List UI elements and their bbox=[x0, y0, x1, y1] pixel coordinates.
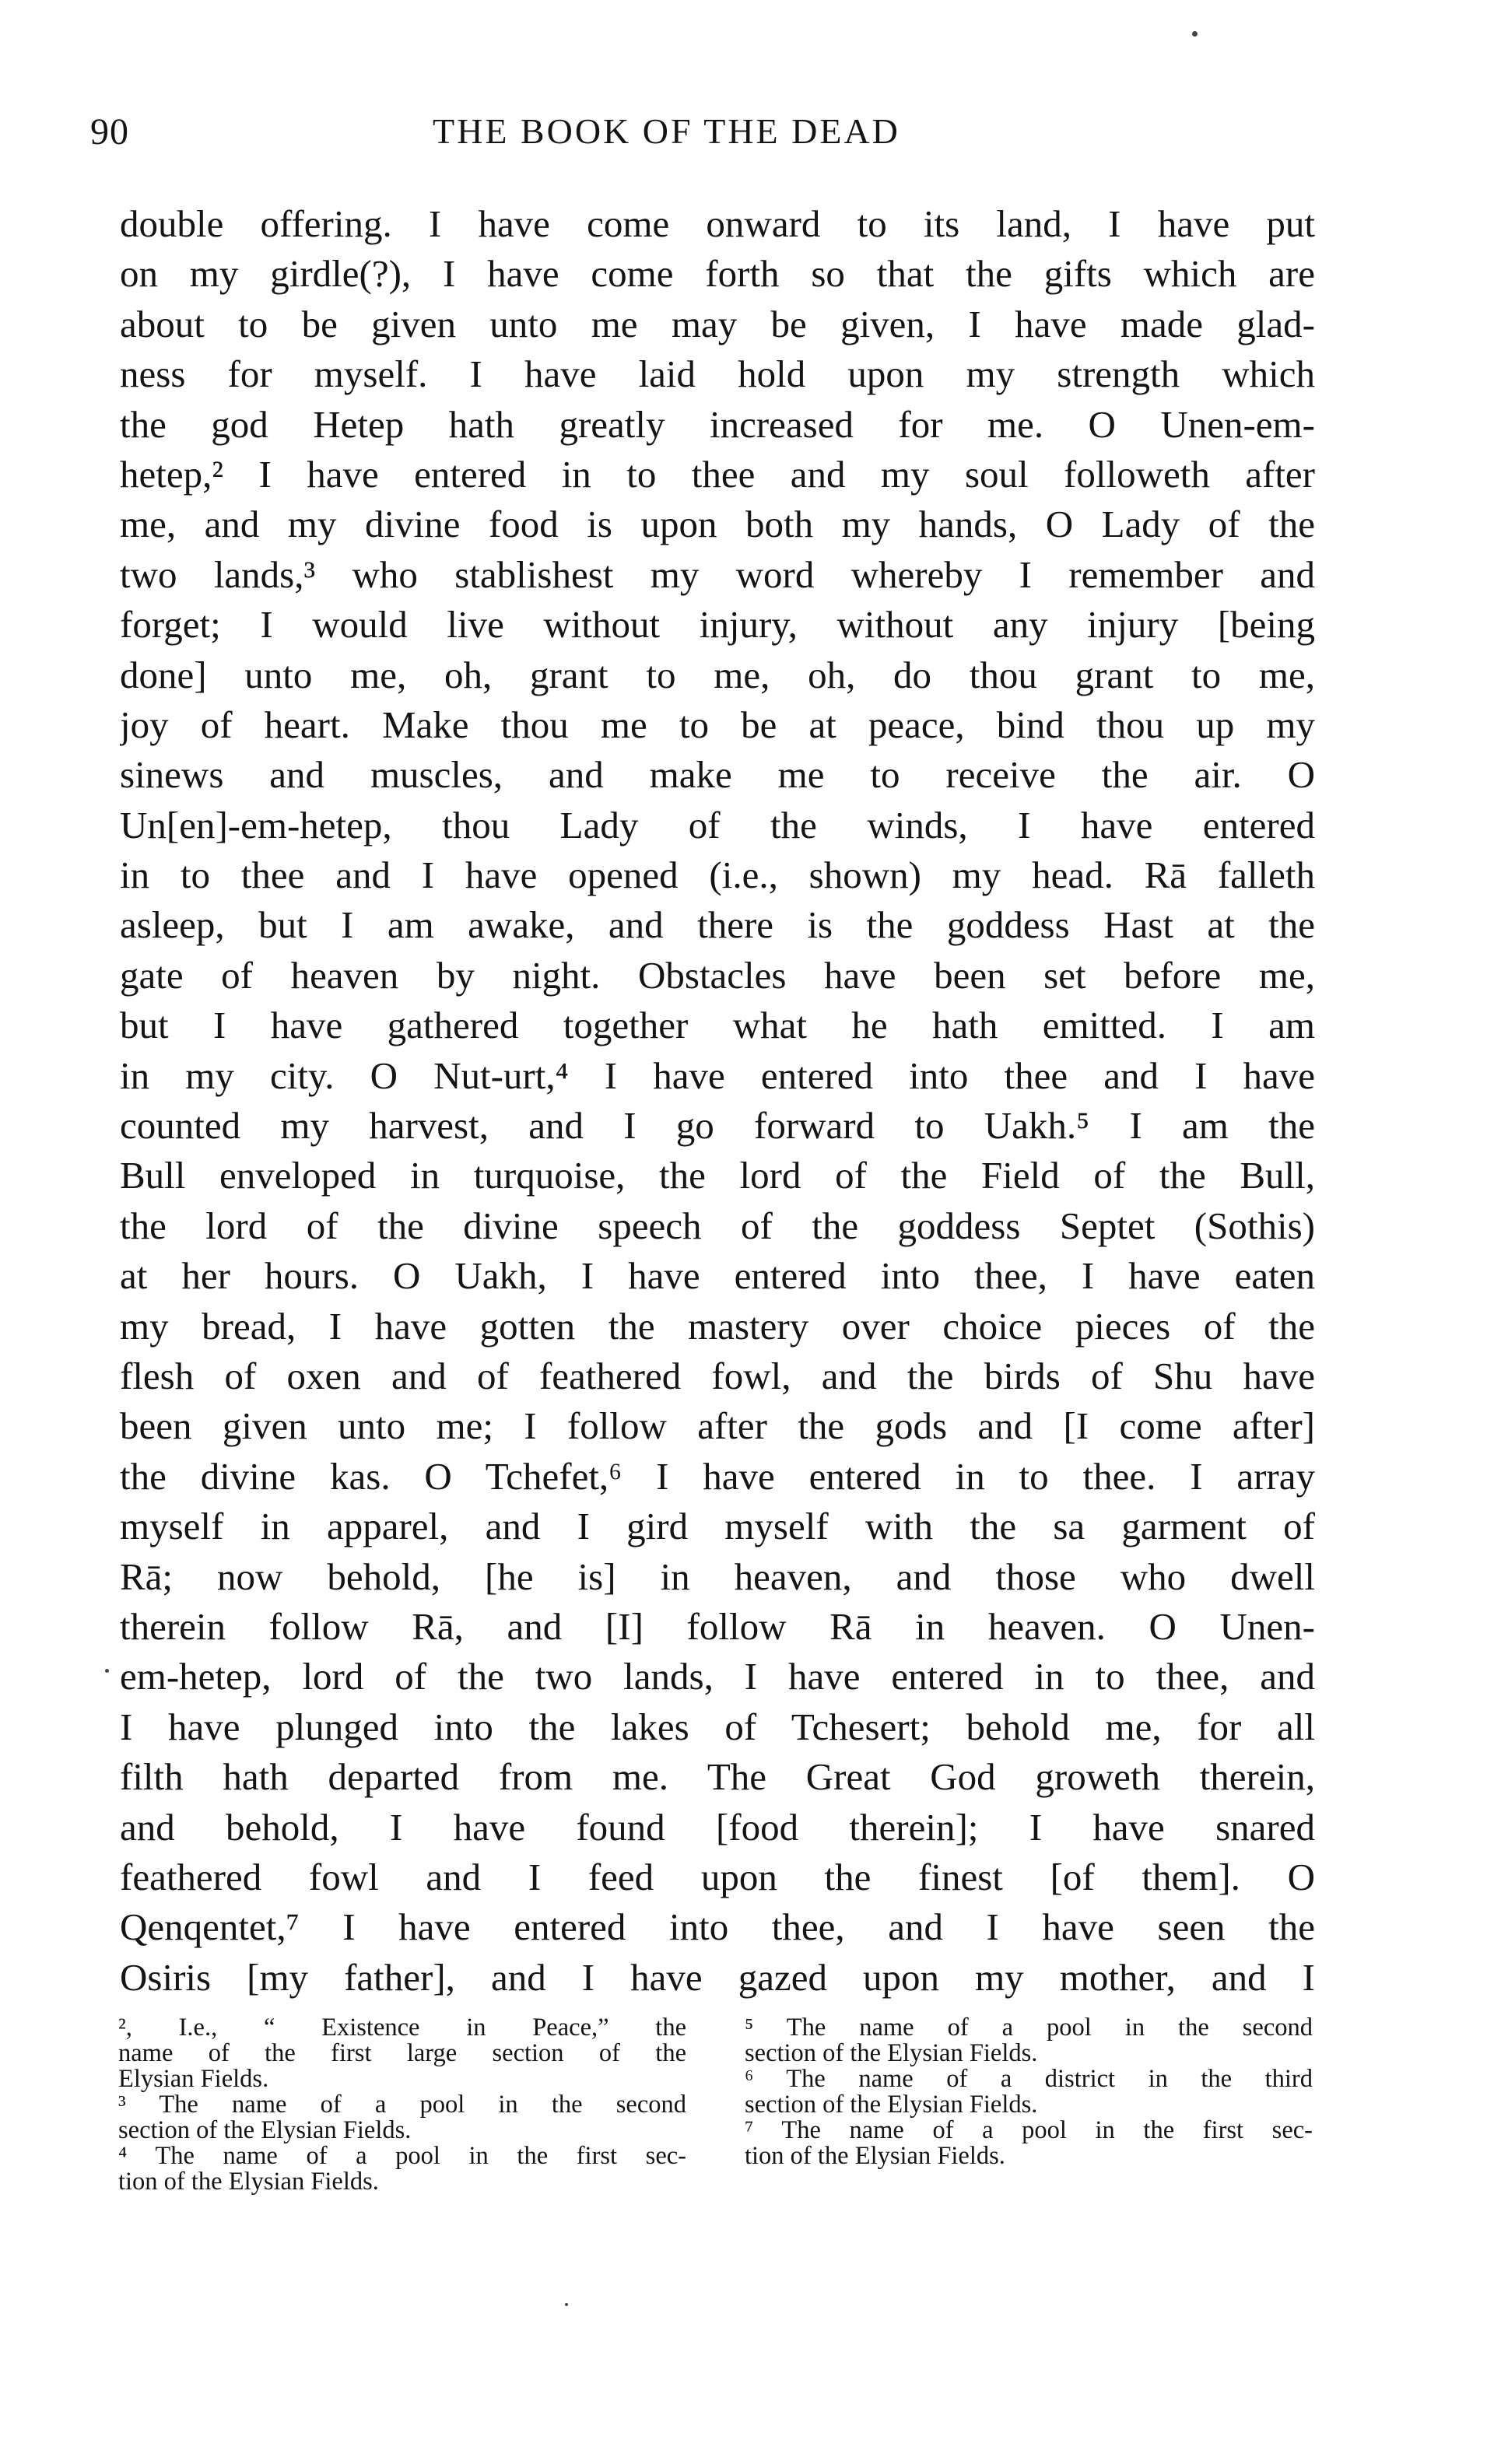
text-line: Un[en]-em-hetep, thou Lady of the winds, I have entered bbox=[120, 803, 1315, 846]
text-line: the divine kas. O Tchefet,⁶ I have entered in to thee. I array bbox=[120, 1454, 1315, 1498]
text-line: but I have gathered together what he hath emitted. I am bbox=[120, 1004, 1315, 1047]
footnote-line: tion of the Elysian Fields. bbox=[118, 2169, 379, 2195]
footnote-line: section of the Elysian Fields. bbox=[118, 2118, 412, 2143]
text-line: em-hetep, lord of the two lands, I have entered in to thee, and bbox=[120, 1655, 1315, 1698]
running-title: THE BOOK OF THE DEAD bbox=[433, 111, 900, 151]
text-line: Qenqentet,⁷ I have entered into thee, and I have seen the bbox=[120, 1905, 1315, 1949]
footnote-line: ⁷ The name of a pool in the first sec- bbox=[745, 2118, 1313, 2143]
scan-speck bbox=[105, 1669, 109, 1673]
text-line: the god Hetep hath greatly increased for me. O Unen-em- bbox=[120, 402, 1315, 446]
scan-speck bbox=[565, 2303, 568, 2306]
footnotes-left-column bbox=[118, 2015, 686, 2195]
text-line: forget; I would live without injury, without any injury [being bbox=[120, 603, 1315, 647]
text-line: ness for myself. I have laid hold upon my strength which bbox=[120, 352, 1315, 396]
page-header bbox=[90, 110, 1320, 162]
footnote-line: name of the first large section of the bbox=[118, 2041, 686, 2066]
text-line: asleep, but I am awake, and there is the goddess Hast at the bbox=[120, 903, 1315, 947]
text-line: on my girdle(?), I have come forth so that the gifts which are bbox=[120, 252, 1315, 296]
text-line: sinews and muscles, and make me to receive the air. O bbox=[120, 753, 1315, 797]
text-line: me, and my divine food is upon both my hands, O Lady of the bbox=[120, 503, 1315, 546]
text-line: Osiris [my father], and I have gazed upon my mother, and I bbox=[120, 1955, 1315, 1999]
text-line: Rā; now behold, [he is] in heaven, and those who dwell bbox=[120, 1554, 1315, 1598]
text-line: double offering. I have come onward to its land, I have put bbox=[120, 202, 1315, 245]
text-line: Bull enveloped in turquoise, the lord of the Field of the Bull, bbox=[120, 1154, 1315, 1197]
footnote-line: ⁶ The name of a district in the third bbox=[745, 2066, 1313, 2092]
text-line: feathered fowl and I feed upon the finest [of them]. O bbox=[120, 1855, 1315, 1898]
text-line: therein follow Rā, and [I] follow Rā in heaven. O Unen- bbox=[120, 1604, 1315, 1648]
text-line: joy of heart. Make thou me to be at peace, bind thou up my bbox=[120, 703, 1315, 746]
text-line: flesh of oxen and of feathered fowl, and the birds of Shu have bbox=[120, 1354, 1315, 1397]
text-line: gate of heaven by night. Obstacles have been set before me, bbox=[120, 953, 1315, 997]
footnotes-right-column bbox=[745, 2015, 1313, 2169]
text-line: I have plunged into the lakes of Tchesert; behold me, for all bbox=[120, 1705, 1315, 1748]
text-line: about to be given unto me may be given, I have made glad- bbox=[120, 302, 1315, 345]
text-line: in to thee and I have opened (i.e., shown) my head. Rā falleth bbox=[120, 853, 1315, 897]
text-line: at her hours. O Uakh, I have entered into thee, I have eaten bbox=[120, 1254, 1315, 1298]
scan-speck bbox=[1192, 31, 1198, 37]
text-line: my bread, I have gotten the mastery over choice pieces of the bbox=[120, 1304, 1315, 1348]
text-line: been given unto me; I follow after the gods and [I come after] bbox=[120, 1404, 1315, 1448]
body-text bbox=[120, 199, 1315, 2003]
footnote-line: ², I.e., “ Existence in Peace,” the bbox=[118, 2015, 686, 2041]
text-line: counted my harvest, and I go forward to Uakh.⁵ I am the bbox=[120, 1104, 1315, 1148]
footnote-line: ⁴ The name of a pool in the first sec- bbox=[118, 2143, 686, 2169]
text-line: two lands,³ who stablishest my word whereby I remember and bbox=[120, 552, 1315, 596]
footnotes bbox=[118, 2015, 1317, 2217]
footnote-line: ⁵ The name of a pool in the second bbox=[745, 2015, 1313, 2041]
text-line: filth hath departed from me. The Great God groweth therein, bbox=[120, 1755, 1315, 1799]
footnote-line: section of the Elysian Fields. bbox=[745, 2092, 1038, 2118]
footnote-line: section of the Elysian Fields. bbox=[745, 2041, 1038, 2066]
text-line: in my city. O Nut-urt,⁴ I have entered into thee and I have bbox=[120, 1053, 1315, 1097]
footnote-line: Elysian Fields. bbox=[118, 2066, 269, 2092]
text-line: the lord of the divine speech of the goddess Septet (Sothis) bbox=[120, 1204, 1315, 1247]
page-number: 90 bbox=[90, 111, 129, 152]
text-line: and behold, I have found [food therein]; I have snared bbox=[120, 1805, 1315, 1849]
text-line: myself in apparel, and I gird myself with the sa garment of bbox=[120, 1505, 1315, 1548]
footnote-line: tion of the Elysian Fields. bbox=[745, 2143, 1005, 2169]
text-line: done] unto me, oh, grant to me, oh, do thou grant to me, bbox=[120, 653, 1315, 696]
footnote-line: ³ The name of a pool in the second bbox=[118, 2092, 686, 2118]
text-line: hetep,² I have entered in to thee and my soul followeth after bbox=[120, 452, 1315, 496]
